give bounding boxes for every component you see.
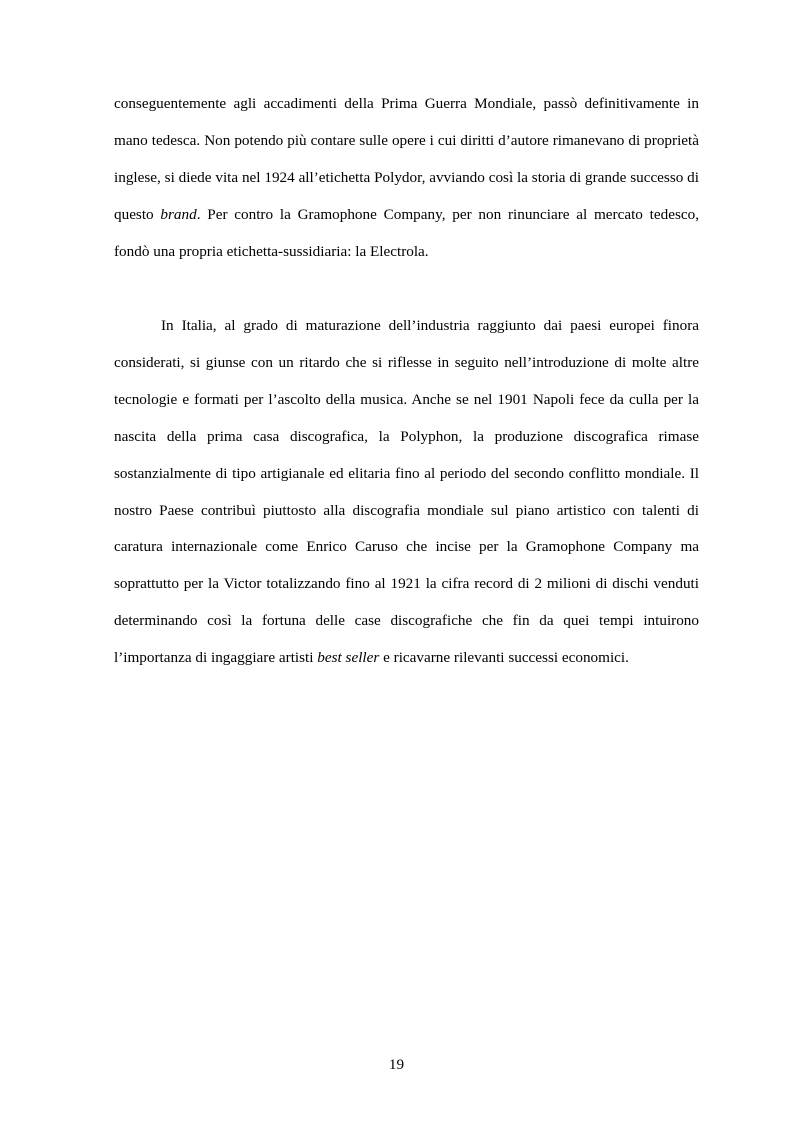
paragraph-2-text-2: e ricavarne rilevanti successi economici.	[379, 649, 629, 667]
paragraph-1	[114, 86, 699, 271]
paragraph-1-text-1: conseguentemente agli accadimenti della Prima Guerra Mondiale, passò definitivamente in mano tedesca. Non potendo più contare sulle opere i cui diritti d’autore rimanevano di proprietà inglese, si diede vita nel 1924 all’etichetta Polydor, avviando così la storia di grande successo di questo	[114, 95, 699, 223]
paragraph-1-text-2: . Per contro la Gramophone Company, per non rinunciare al mercato tedesco, fondò una propria etichetta-sussidiaria: la Electrola.	[114, 205, 699, 260]
paragraph-2	[114, 308, 699, 677]
paragraph-2-italic-best-seller: best seller	[317, 649, 380, 667]
paragraph-1-italic-brand: brand	[160, 205, 197, 223]
paragraph-2-text-1: In Italia, al grado di maturazione dell’industria raggiunto dai paesi europei finora considerati, si giunse con un ritardo che si riflesse in seguito nell’introduzione di molte altre tecnologie e formati per l’ascolto della musica. Anche se nel 1901 Napoli fece da culla per la nascita della prima casa discografica, la Polyphon, la produzione discografica rimase sostanzialmente di tipo artigianale ed elitaria fino al periodo del secondo conflitto mondiale. Il nostro Paese contribuì piuttosto alla discografia mondiale sul piano artistico con talenti di caratura internazionale come Enrico Caruso che incise per la Gramophone Company ma soprattutto per la Victor totalizzando fino al 1921 la cifra record di 2 milioni di dischi venduti determinando così la fortuna delle case discografiche che fin da quei tempi intuirono l’importanza di ingaggiare artisti	[114, 317, 699, 667]
page-number: 19	[388, 1056, 405, 1073]
